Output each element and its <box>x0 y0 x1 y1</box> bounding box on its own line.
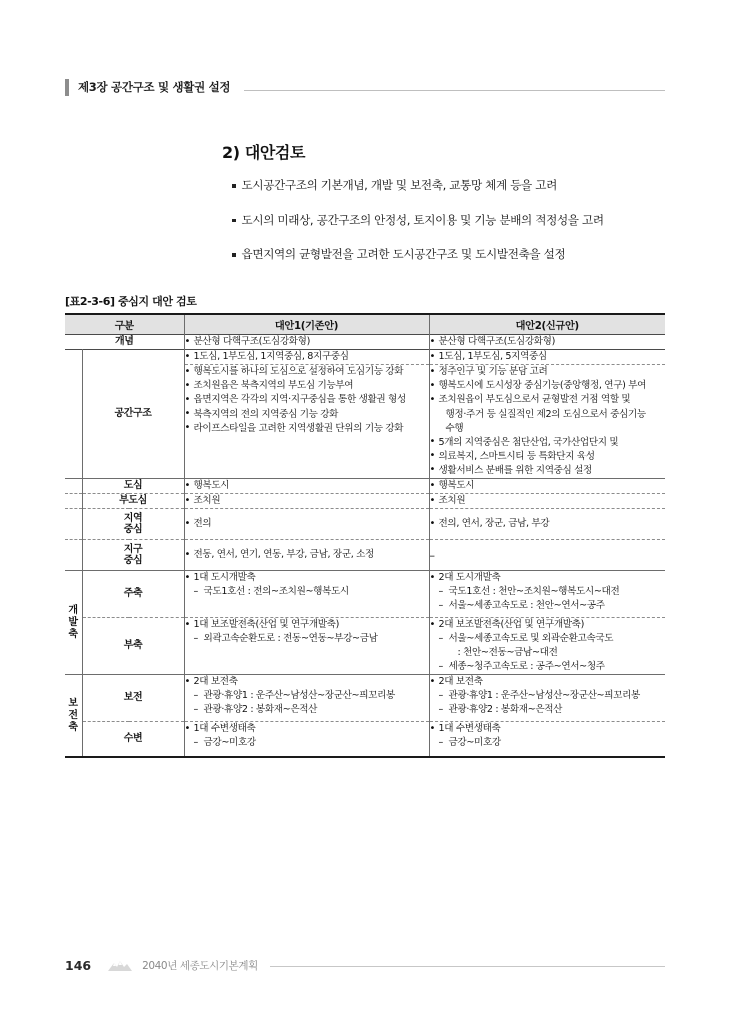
row-label-subyeon: 수변 <box>82 722 184 758</box>
square-bullet-icon <box>232 219 236 223</box>
bullet-text: • 2대 보조발전축(산업 및 연구개발축) <box>430 618 666 632</box>
row-label-gaenyeom: 개념 <box>65 335 184 350</box>
row-label-budosim: 부도심 <box>82 494 184 509</box>
table-row-dosim <box>65 479 665 494</box>
lead-bullet-list <box>232 178 662 282</box>
bullet-text: • 2대 보전축 <box>430 675 666 689</box>
cell-gaenyeom-alt2 <box>429 335 665 350</box>
bullet-text: • 행복도시 <box>430 479 666 493</box>
cell-subyeon-alt1 <box>184 722 429 758</box>
footer-rule <box>270 966 665 967</box>
bullet-text: • 1대 수변생태축 <box>430 722 666 736</box>
page-footer <box>65 955 665 975</box>
cell-budosim-alt1 <box>184 494 429 509</box>
cell-juchuk-alt2 <box>429 571 665 618</box>
bullet-text: • 분산형 다핵구조(도심강화형) <box>185 335 429 349</box>
bullet-text: • 정주인구 및 기능 분담 고려 <box>430 365 666 379</box>
cell-gongan-summary-alt1 <box>184 350 429 365</box>
subbullet-text: – 국도1호선 : 전의~조치원~행복도시 <box>194 585 429 599</box>
lead-bullet-text: 도시의 미래상, 공간구조의 안정성, 토지이용 및 기능 분배의 적정성을 고려 <box>241 212 604 227</box>
row-label-jigu <box>82 540 184 571</box>
bullet-text: • 5개의 지역중심은 첨단산업, 국가산업단지 및 <box>430 436 666 450</box>
header-rule <box>244 90 665 91</box>
cell-jiyeok-alt1 <box>184 509 429 540</box>
row-label-line1: 지역 <box>123 512 143 524</box>
table-row-budosim <box>65 494 665 509</box>
bullet-text: • 생활서비스 분배를 위한 지역중심 설정 <box>430 464 666 478</box>
subbullet-text: – 관광·휴양2 : 봉화재~은적산 <box>439 703 666 717</box>
table-header-row <box>65 314 665 335</box>
row-label-line2: 중심 <box>123 524 143 536</box>
cell-bojeon-alt2 <box>429 675 665 722</box>
subbullet-text: – 관광·휴양1 : 운주산~남성산~장군산~픠꼬리봉 <box>439 689 666 703</box>
lead-bullet-text: 읍면지역의 균형발전을 고려한 도시공간구조 및 도시발전축을 설정 <box>241 247 566 262</box>
bullet-text: • 조치원 <box>185 494 429 508</box>
table-row-juchuk <box>65 571 665 618</box>
bullet-text: • 전의, 연서, 장군, 금남, 부강 <box>430 517 666 531</box>
list-item <box>232 213 662 229</box>
bullet-text: • 1도심, 1부도심, 5지역중심 <box>430 350 666 364</box>
row-label-jiyeok <box>82 509 184 540</box>
bullet-text: • 조치원읍은 북측지역의 부도심 기능부여 <box>185 379 429 393</box>
row-label-line1: 지구 <box>123 543 143 555</box>
column-header-alt1: 대안1(기존안) <box>184 314 429 335</box>
table-row-jigu <box>65 540 665 571</box>
header-accent-bar <box>65 79 69 96</box>
list-item <box>232 247 662 263</box>
chapter-title: 제3장 공간구조 및 생활권 설정 <box>78 80 231 94</box>
bullet-text: • 조치원 <box>430 494 666 508</box>
spacer-cell-left <box>65 509 82 540</box>
table-row-jiyeok <box>65 509 665 540</box>
cell-dosim-alt1 <box>184 479 429 494</box>
subbullet-text: – 서울~세종고속도로 : 천안~연서~공주 <box>439 599 666 613</box>
cell-jiyeok-alt2 <box>429 509 665 540</box>
cell-juchuk-alt1 <box>184 571 429 618</box>
table-body <box>65 335 665 758</box>
bullet-text: • 1대 보조발전축(산업 및 연구개발축) <box>185 618 429 632</box>
bullet-text-cont: 행정·주거 등 실질적인 제2의 도심으로서 중심기능 <box>445 408 646 420</box>
subbullet-text: – 관광·휴양2 : 봉화재~은적산 <box>194 703 429 717</box>
row-label-juchuk: 주축 <box>82 571 184 618</box>
table-head <box>65 314 665 335</box>
square-bullet-icon <box>232 184 236 188</box>
cell-gaenyeom-alt1 <box>184 335 429 350</box>
bullet-text: • 분산형 다핵구조(도심강화형) <box>430 335 666 349</box>
cell-dosim-alt2 <box>429 479 665 494</box>
bullet-text: • 1대 수변생태축 <box>185 722 429 736</box>
alternatives-table <box>65 313 665 758</box>
vertical-label-text: 개발축 <box>68 604 79 640</box>
running-header <box>65 76 665 98</box>
bullet-text: • 조치원읍이 부도심으로서 균형발전 거점 역할 및 <box>430 393 666 407</box>
bullet-text-cont: 수행 <box>445 422 464 434</box>
list-item <box>232 178 662 194</box>
spacer-cell-left <box>65 494 82 509</box>
table-row-buchuk <box>65 618 665 675</box>
bullet-text: • 2대 도시개발축 <box>430 571 666 585</box>
section-title: 2) 대안검토 <box>222 143 306 162</box>
row-label-dosim: 도심 <box>82 479 184 494</box>
cell-gongan-alt2 <box>429 365 665 479</box>
spacer-cell-left <box>65 540 82 571</box>
row-group-label-gaebalchuk <box>65 571 82 675</box>
row-group-label-bojeonchuk <box>65 675 82 758</box>
cell-buchuk-alt1 <box>184 618 429 675</box>
lead-bullet-text: 도시공간구조의 기본개념, 개발 및 보전축, 교통망 체계 등을 고려 <box>241 178 557 192</box>
bullet-text: • 행복도시를 하나의 도심으로 설정하여 도심기능 강화 <box>185 365 429 379</box>
bullet-text: • 읍면지역은 각각의 지역·지구중심을 통한 생활권 형성 <box>185 393 429 407</box>
spacer-cell-left <box>65 350 82 479</box>
cell-buchuk-alt2 <box>429 618 665 675</box>
alternatives-table-wrapper <box>65 313 665 758</box>
cell-jigu-alt2: – <box>429 548 435 562</box>
column-header-gubun: 구분 <box>65 314 184 335</box>
row-label-line2: 중심 <box>123 555 143 567</box>
bullet-text: • 1도심, 1부도심, 1지역중심, 8지구중심 <box>185 350 429 364</box>
subbullet-text: – 서울~세종고속도로 및 외곽순환고속국도 <box>439 632 666 646</box>
bullet-text: • 라이프스타일을 고려한 지역생활권 단위의 기능 강화 <box>185 422 429 436</box>
bullet-text: • 행복도시에 도시성장 중심기능(중앙행정, 연구) 부여 <box>430 379 666 393</box>
page-number: 146 <box>65 957 92 973</box>
subbullet-text-cont: : 천안~전동~금남~대전 <box>457 647 558 659</box>
column-header-alt2: 대안2(신규안) <box>429 314 665 335</box>
table-row-subyeon <box>65 722 665 758</box>
table-row-gongan-summary <box>65 350 665 365</box>
table-row-gaenyeom <box>65 335 665 350</box>
row-label-buchuk: 부축 <box>82 618 184 675</box>
subbullet-text: – 국도1호선 : 천안~조치원~행복도시~대전 <box>439 585 666 599</box>
vertical-label-text: 보전축 <box>68 697 79 733</box>
bullet-text: • 행복도시 <box>185 479 429 493</box>
row-label-gongan: 공간구조 <box>82 350 184 479</box>
cell-gongan-summary-alt2 <box>429 350 665 365</box>
cell-budosim-alt2 <box>429 494 665 509</box>
subbullet-text: – 세종~청주고속도로 : 공주~연서~청주 <box>439 660 666 674</box>
square-bullet-icon <box>232 253 236 257</box>
row-label-bojeon: 보전 <box>82 675 184 722</box>
bullet-text: • 전의 <box>185 517 429 531</box>
bullet-text: • 북측지역의 전의 지역중심 기능 강화 <box>185 408 429 422</box>
bullet-text: • 2대 보전축 <box>185 675 429 689</box>
cell-bojeon-alt1 <box>184 675 429 722</box>
subbullet-text: – 금강~미호강 <box>194 736 429 750</box>
mountain-logo-icon <box>107 959 133 972</box>
bullet-text: • 1대 도시개발축 <box>185 571 429 585</box>
subbullet-text: – 관광·휴양1 : 운주산~남성산~장군산~픠꼬리봉 <box>194 689 429 703</box>
cell-gongan-alt1 <box>184 365 429 479</box>
bullet-text: • 전동, 연서, 연기, 연동, 부강, 금남, 장군, 소정 <box>185 548 429 562</box>
table-caption: [표2-3-6] 중심지 대안 검토 <box>65 295 197 308</box>
cell-jigu-alt1 <box>184 540 429 571</box>
spacer-cell-left <box>65 479 82 494</box>
table-row-bojeon <box>65 675 665 722</box>
bullet-text: • 의료복지, 스마트시티 등 특화단지 육성 <box>430 450 666 464</box>
footer-doc-title: 2040년 세종도시기본계획 <box>142 959 258 972</box>
cell-subyeon-alt2 <box>429 722 665 758</box>
subbullet-text: – 외곽고속순환도로 : 전동~연동~부강~금남 <box>194 632 429 646</box>
subbullet-text: – 금강~미호강 <box>439 736 666 750</box>
